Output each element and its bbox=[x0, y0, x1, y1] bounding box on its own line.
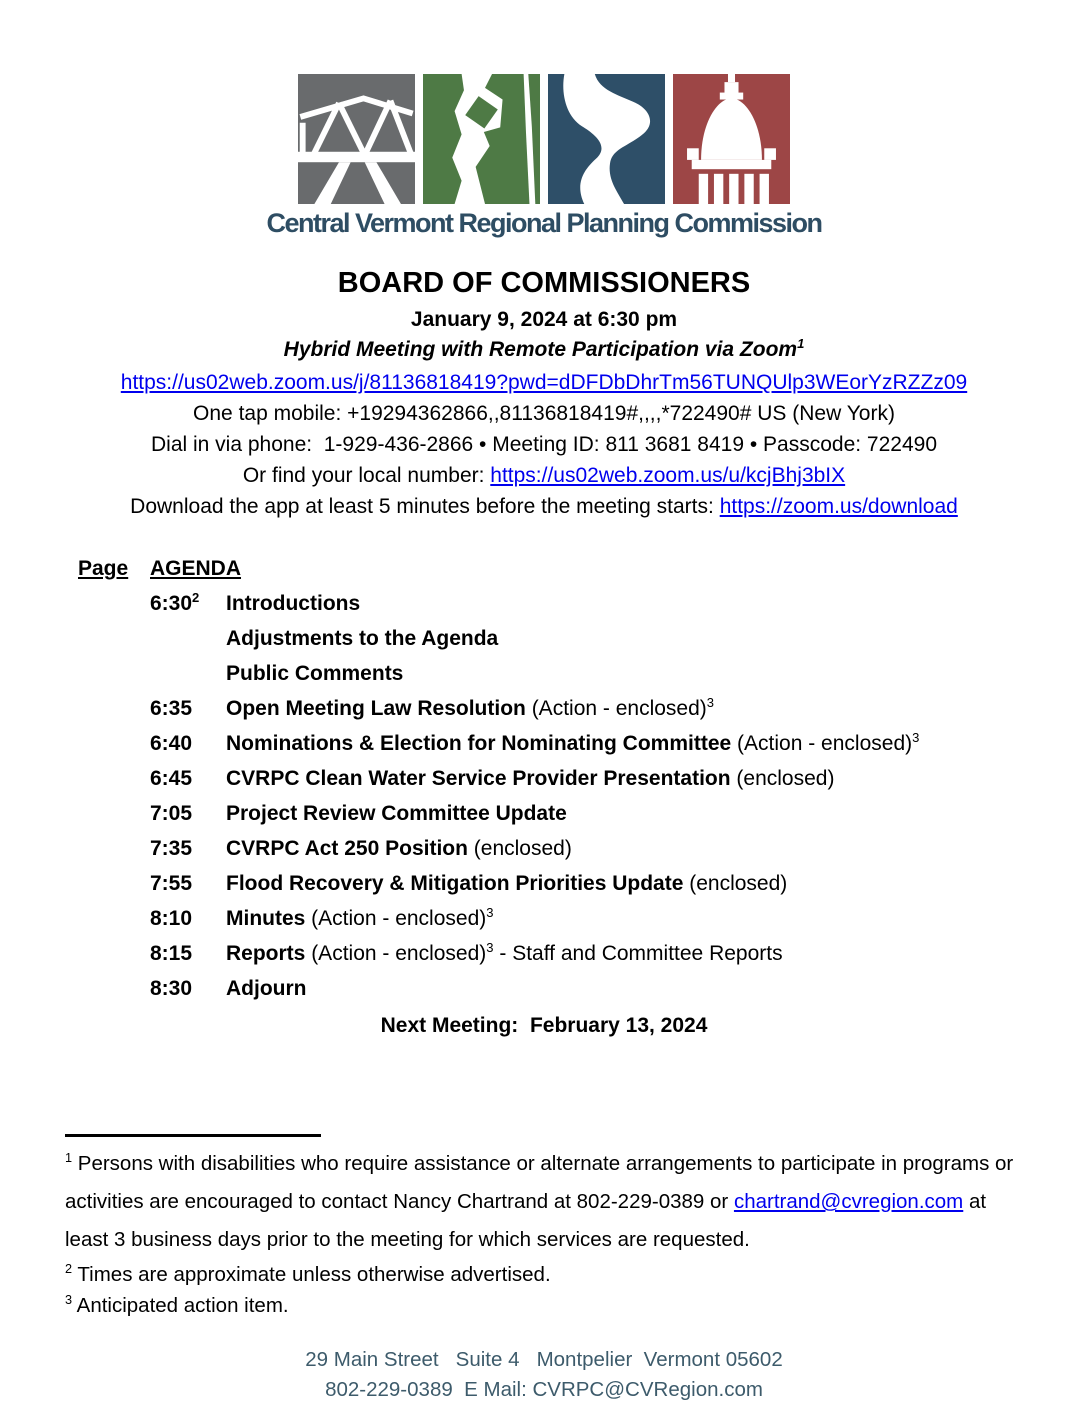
vermont-map-icon bbox=[423, 74, 540, 204]
download-link[interactable]: https://zoom.us/download bbox=[719, 495, 958, 518]
footnotes-section bbox=[65, 1145, 1026, 1321]
item-time: 8:10 bbox=[150, 907, 193, 930]
item-title: Project Review Committee Update bbox=[226, 802, 567, 825]
item-title: Nominations & Election for Nominating Committee (Action - enclosed)$^3$ bbox=[226, 730, 920, 755]
agenda-header-row bbox=[78, 557, 1088, 581]
item-time: $6:30^2$ bbox=[150, 590, 200, 615]
footnote-3 bbox=[65, 1290, 1026, 1321]
item-time bbox=[150, 662, 226, 686]
item-title: Adjustments to the Agenda bbox=[226, 627, 499, 650]
footer-contact: 802-229-0389 E Mail: CVRPC@CVRegion.com bbox=[325, 1378, 763, 1401]
local-number-link[interactable]: https://us02web.zoom.us/u/kcjBhj3bIX bbox=[490, 464, 846, 487]
item-time bbox=[150, 627, 226, 651]
agenda-item bbox=[150, 977, 1088, 1001]
agenda-item bbox=[150, 802, 1088, 826]
page-column-header: Page bbox=[78, 557, 129, 580]
one-tap-mobile-line: One tap mobile: +19294362866,,81136818419#,,,,*722490# US (New York) bbox=[193, 402, 895, 425]
agenda-item bbox=[150, 662, 1088, 686]
item-title: Public Comments bbox=[226, 662, 404, 685]
item-title: Reports (Action - enclosed)$^3$ - Staff and Committee Reports bbox=[226, 940, 783, 965]
agenda-item bbox=[150, 697, 1088, 721]
bridge-icon bbox=[298, 74, 415, 204]
agenda-item bbox=[150, 732, 1088, 756]
item-time: 7:05 bbox=[150, 802, 193, 825]
footnote-separator bbox=[65, 1134, 321, 1137]
agenda-item bbox=[150, 837, 1088, 861]
footnote-2-marker: 2 bbox=[65, 1261, 73, 1277]
agenda-item bbox=[150, 907, 1088, 931]
item-title: CVRPC Act 250 Position (enclosed) bbox=[226, 837, 572, 860]
page-title: BOARD OF COMMISSIONERS bbox=[337, 267, 751, 299]
meeting-type-line bbox=[0, 338, 1088, 362]
local-number-line bbox=[0, 464, 1088, 488]
meeting-datetime: January 9, 2024 at 6:30 pm bbox=[410, 308, 678, 331]
cvrpc-logo bbox=[0, 0, 1088, 239]
river-icon bbox=[548, 74, 665, 204]
footnote-1-marker: 1 bbox=[65, 1150, 73, 1166]
footnote-1-text: Persons with disabilities who require assistance or alternate arrangements to participate in programs or activities are encouraged to contact Nancy Chartrand at 802-229-0389 or bbox=[65, 1152, 1014, 1213]
item-time: 6:40 bbox=[150, 732, 193, 755]
item-time: 6:35 bbox=[150, 697, 193, 720]
meeting-type-text: Hybrid Meeting with Remote Participation via Zoom bbox=[283, 338, 798, 361]
item-time: 6:45 bbox=[150, 767, 193, 790]
agenda-item bbox=[150, 767, 1088, 791]
agenda-item bbox=[150, 592, 1088, 616]
footnote-2 bbox=[65, 1259, 1026, 1290]
footer-address: 29 Main Street Suite 4 Montpelier Vermont 05602 bbox=[305, 1348, 783, 1371]
next-meeting-line: Next Meeting: February 13, 2024 bbox=[380, 1014, 708, 1037]
item-time: 8:15 bbox=[150, 942, 193, 965]
zoom-meeting-link[interactable]: https://us02web.zoom.us/j/81136818419?pwd=dDFDbDhrTm56TUNQUlp3WEorYzRZZz09 bbox=[120, 371, 968, 394]
agenda-item bbox=[150, 942, 1088, 966]
agenda-item bbox=[150, 627, 1088, 651]
footnote-ref-1: 1 bbox=[797, 336, 805, 351]
item-title: Minutes (Action - enclosed)$^3$ bbox=[226, 905, 494, 930]
document-footer bbox=[0, 1345, 1088, 1405]
item-title: Flood Recovery & Mitigation Priorities Update (enclosed) bbox=[226, 872, 788, 895]
agenda-section bbox=[78, 557, 1088, 1001]
item-title: Open Meeting Law Resolution (Action - enclosed)$^3$ bbox=[226, 695, 715, 720]
agenda-items bbox=[150, 592, 1088, 1001]
logo-tiles bbox=[0, 74, 1088, 204]
footnote-3-marker: 3 bbox=[65, 1292, 73, 1308]
item-title: CVRPC Clean Water Service Provider Presentation (enclosed) bbox=[226, 767, 835, 790]
download-line bbox=[0, 495, 1088, 519]
contact-email-link[interactable]: chartrand@cvregion.com bbox=[733, 1190, 964, 1213]
item-time: 8:30 bbox=[150, 977, 193, 1000]
item-time: 7:35 bbox=[150, 837, 193, 860]
footnote-2-text: Times are approximate unless otherwise advertised. bbox=[72, 1263, 551, 1286]
footnote-1 bbox=[65, 1145, 1026, 1259]
org-name: Central Vermont Regional Planning Commission bbox=[266, 208, 822, 238]
capitol-dome-icon bbox=[673, 74, 790, 204]
agenda-column-header: AGENDA bbox=[150, 557, 242, 580]
item-time: 7:55 bbox=[150, 872, 193, 895]
local-number-label: Or find your local number: bbox=[242, 464, 491, 487]
dial-in-line: Dial in via phone: 1-929-436-2866 • Meeting ID: 811 3681 8419 • Passcode: 722490 bbox=[150, 433, 938, 456]
item-title: Introductions bbox=[226, 592, 361, 615]
footnote-3-text: Anticipated action item. bbox=[72, 1294, 289, 1317]
download-label: Download the app at least 5 minutes before the meeting starts: bbox=[130, 495, 720, 518]
footnote-1-text-after: at least 3 business days prior to the meeting for which services are requested. bbox=[65, 1190, 987, 1251]
agenda-item bbox=[150, 872, 1088, 896]
item-title: Adjourn bbox=[226, 977, 307, 1000]
